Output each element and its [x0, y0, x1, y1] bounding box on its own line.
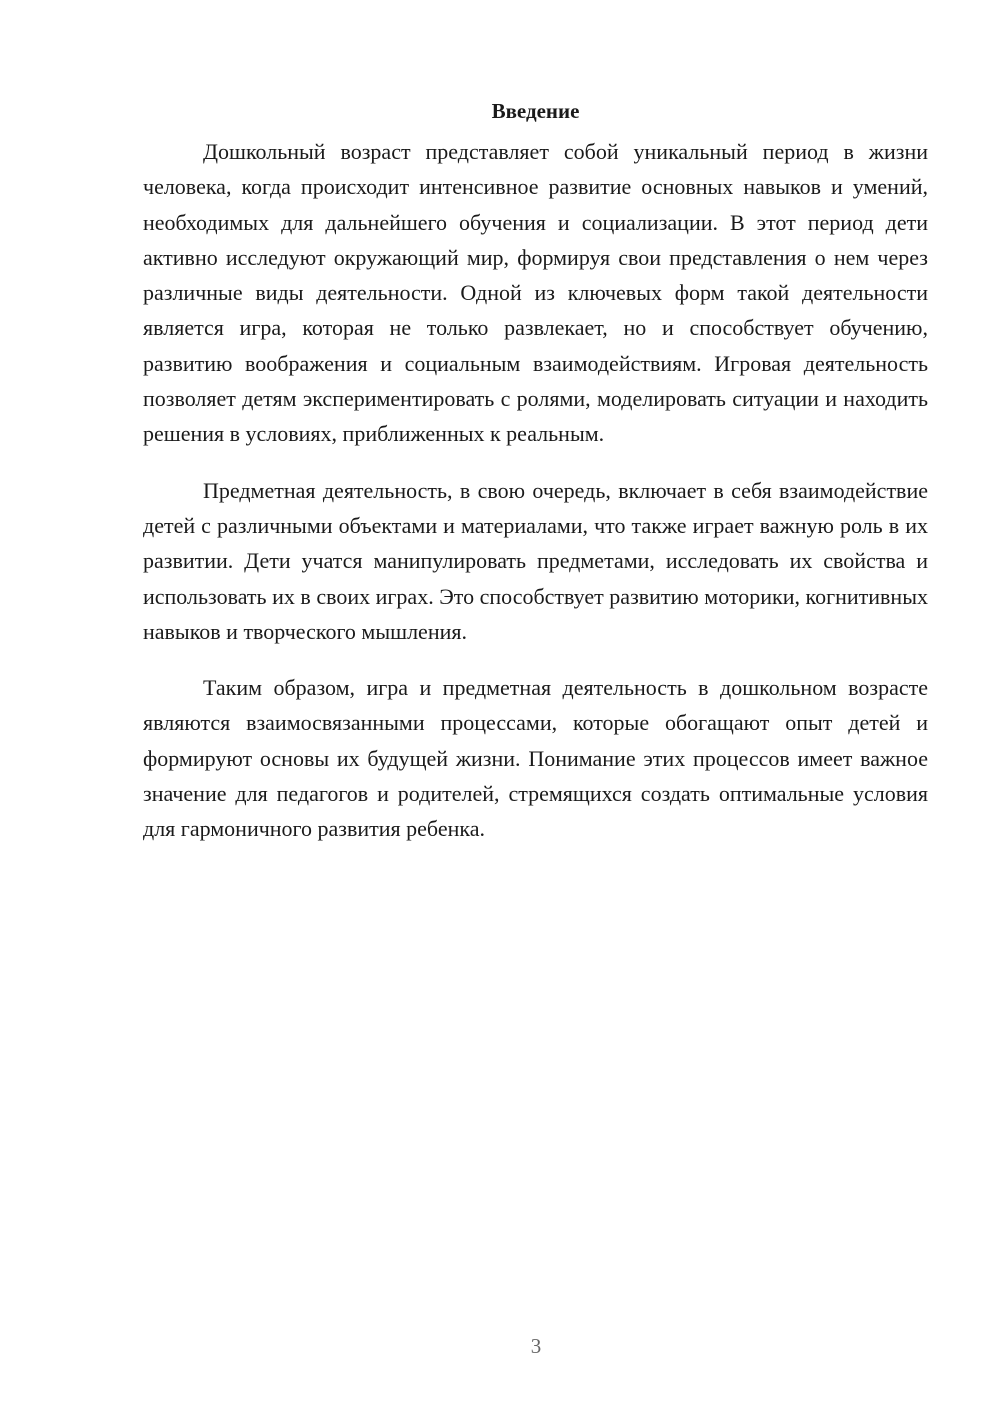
paragraph-3: Таким образом, игра и предметная деятельность в дошкольном возрасте являются взаимосвязанными процессами, которые обогащают опыт детей и формируют основы их будущей жизни. Понимание этих процессов имеет важное значение для педагогов и родителей, стремящихся создать оптимальные условия для гармоничного развития ребенка.	[143, 675, 928, 842]
document-body	[143, 96, 928, 868]
paragraph-1: Дошкольный возраст представляет собой уникальный период в жизни человека, когда происходит интенсивное развитие основных навыков и умений, необходимых для дальнейшего обучения и социализации. В этот период дети активно исследуют окружающий мир, формируя свои представления о нем через различные виды деятельности. Одной из ключевых форм такой деятельности является игра, которая не только развлекает, но и способствует обучению, развитию воображения и социальным взаимодействиям. Игровая деятельность позволяет детям экспериментировать с ролями, моделировать ситуации и находить решения в условиях, приближенных к реальным.	[143, 139, 928, 447]
section-heading: Введение	[491, 99, 580, 123]
page-number: 3	[530, 1334, 542, 1358]
paragraph-2: Предметная деятельность, в свою очередь, включает в себя взаимодействие детей с различными объектами и материалами, что также играет важную роль в их развитии. Дети учатся манипулировать предметами, исследовать их свойства и использовать их в своих играх. Это способствует развитию моторики, когнитивных навыков и творческого мышления.	[143, 477, 928, 644]
